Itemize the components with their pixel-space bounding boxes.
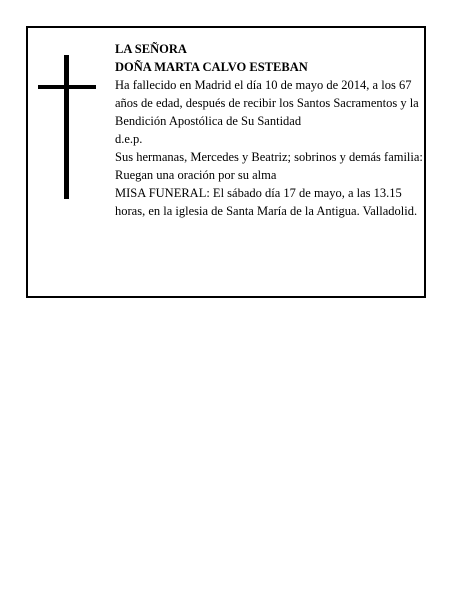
family-mourners: Sus hermanas, Mercedes y Beatriz; sobrinos y demás familia: (115, 150, 423, 164)
funeral-mass-details: MISA FUNERAL: El sábado día 17 de mayo, a las 13.15 horas, en la iglesia de Santa María de la Antigua. Valladolid. (115, 186, 418, 218)
notice-text (115, 40, 423, 220)
latin-cross-icon (38, 55, 98, 199)
death-announcement: Ha fallecido en Madrid el día 10 de mayo de 2014, a los 67 años de edad, después de recibir los Santos Sacramentos y la Bendición Apostólica de Su Santidad (115, 78, 419, 128)
cross-vertical-bar (64, 55, 69, 199)
heading-line-1: LA SEÑORA (115, 42, 187, 56)
dep-abbreviation: d.e.p. (115, 132, 143, 146)
prayer-request: Ruegan una oración por su alma (115, 168, 277, 182)
cross-horizontal-bar (38, 85, 96, 89)
obituary-notice (26, 26, 426, 298)
deceased-name: DOÑA MARTA CALVO ESTEBAN (115, 60, 308, 74)
